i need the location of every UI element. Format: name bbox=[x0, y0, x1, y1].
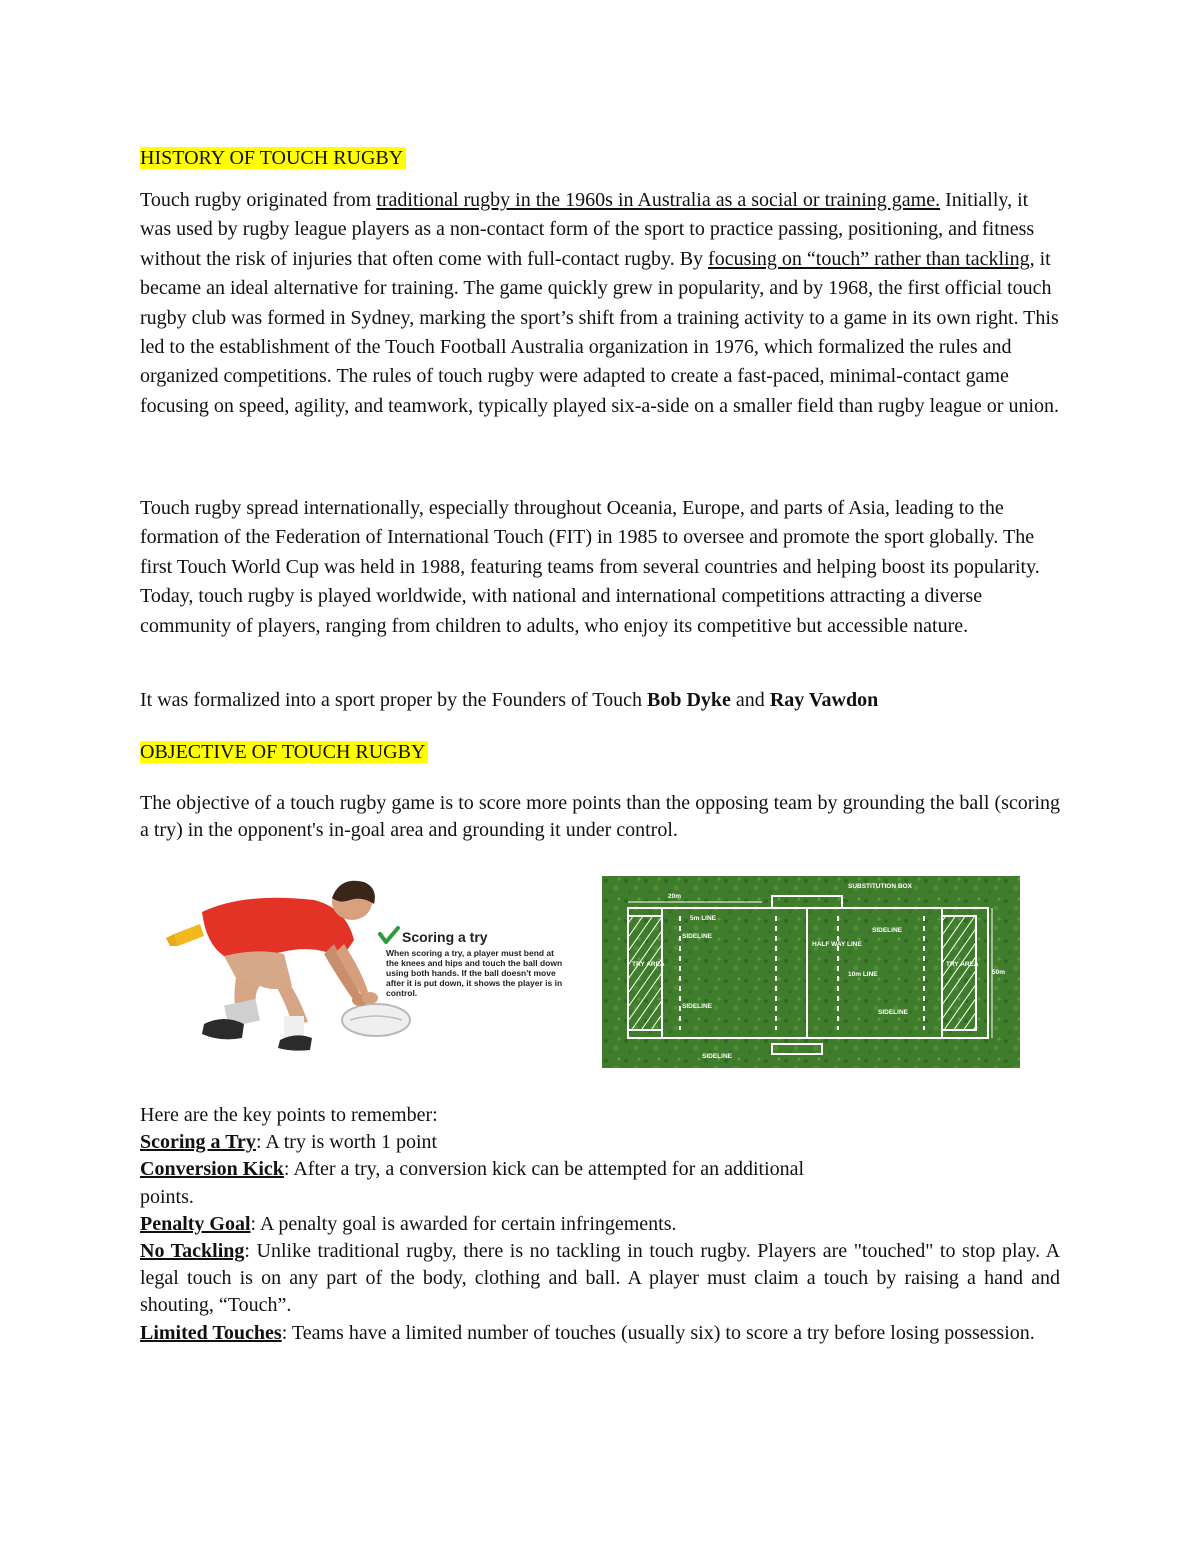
founder-name-2: Ray Vawdon bbox=[769, 689, 879, 711]
label-sideline-top-left: SIDELINE bbox=[682, 933, 712, 940]
key-points-intro: Here are the key points to remember: bbox=[140, 1104, 438, 1126]
history-paragraph-1: Touch rugby originated from traditional rugby in the 1960s in Australia as a social or training game. Initially, it was used by rugby league players as a non-contact form of the sport to practice passing, positioning, and fitness without the risk of injuries that often come with full-contact rugby. By focusing on “touch” rather than tackling, it became an ideal alternative for training. The game quickly grew in popularity, and by 1968, the first official touch rugby club was formed in Sydney, marking the sport’s shift from a training activity to a game in its own right. This led to the establishment of the Touch Football Australia organization in 1976, which formalized the rules and organized competitions. The rules of touch rugby were adapted to create a fast-paced, minimal-contact game focusing on speed, agility, and teamwork, typically played six-a-side on a smaller field than rugby league or union. bbox=[140, 189, 1060, 417]
label-5m-line: 5m LINE bbox=[690, 915, 717, 922]
history-heading-text: HISTORY OF TOUCH RUGBY bbox=[140, 147, 406, 169]
scoring-try-figure bbox=[164, 874, 564, 1064]
objective-heading bbox=[140, 740, 428, 764]
key-point-penalty-goal: Penalty Goal: A penalty goal is awarded for certain infringements. bbox=[140, 1212, 677, 1235]
field-diagram bbox=[602, 876, 1020, 1068]
label-sideline-bottom: SIDELINE bbox=[702, 1053, 732, 1060]
key-point-no-tackling: No Tackling: Unlike traditional rugby, there is no tackling in touch rugby. Players are "touched" to stop play. A legal touch is on any part of the body, clothing and ball. A player must claim a touch by raising a hand and shouting, “Touch”. bbox=[140, 1240, 1061, 1317]
scoring-try-caption: When scoring a try, a player must bend at the knees and hips and touch the ball down using both hands. If the ball doesn't move after it is put down, it shows the player is in control. bbox=[386, 948, 563, 998]
label-sideline-top-right: SIDELINE bbox=[872, 927, 902, 934]
history-paragraph-2: Touch rugby spread internationally, especially throughout Oceania, Europe, and parts of Asia, leading to the formation of the Federation of International Touch (FIT) in 1985 to oversee and promote the sport globally. The first Touch World Cup was held in 1988, featuring teams from several countries and helping boost its popularity. Today, touch rugby is played worldwide, with national and international competitions attracting a diverse community of players, ranging from children to adults, who enjoy its competitive but accessible nature. bbox=[140, 497, 1040, 637]
label-sideline-bottom-left: SIDELINE bbox=[682, 1003, 712, 1010]
history-paragraph-founders: It was formalized into a sport proper by the Founders of Touch Bob Dyke and Ray Vawdon bbox=[140, 689, 879, 711]
key-points bbox=[140, 1102, 1060, 1347]
key-point-scoring-try: Scoring a Try: A try is worth 1 point bbox=[140, 1131, 438, 1154]
check-icon bbox=[380, 928, 398, 942]
history-heading bbox=[140, 146, 406, 170]
label-try-area-right: TRY AREA bbox=[946, 961, 979, 968]
objective-paragraph: The objective of a touch rugby game is to score more points than the opposing team by grounding the ball (scoring a try) in the opponent's in-goal area and grounding it under control. bbox=[140, 792, 1060, 841]
label-try-area-left: TRY AREA bbox=[632, 961, 665, 968]
label-10m-line: 10m LINE bbox=[848, 971, 878, 978]
scoring-try-title: Scoring a try bbox=[402, 929, 488, 945]
field-diagram-figure bbox=[602, 876, 1020, 1068]
label-halfway-line: HALF WAY LINE bbox=[812, 941, 862, 948]
label-20m: 20m bbox=[668, 893, 682, 900]
founder-name-1: Bob Dyke bbox=[647, 689, 731, 711]
underlined-phrase-origin: traditional rugby in the 1960s in Australia as a social or training game. bbox=[376, 189, 941, 211]
key-point-limited-touches: Limited Touches: Teams have a limited number of touches (usually six) to score a try before losing possession. bbox=[140, 1321, 1035, 1344]
key-point-conversion-kick: Conversion Kick: After a try, a conversion kick can be attempted for an additional bbox=[140, 1158, 805, 1181]
label-50m: 50m bbox=[992, 969, 1006, 976]
objective-heading-text: OBJECTIVE OF TOUCH RUGBY bbox=[140, 741, 428, 763]
label-sideline-bottom-right: SIDELINE bbox=[878, 1009, 908, 1016]
label-substitution-box: SUBSTITUTION BOX bbox=[848, 883, 912, 890]
underlined-phrase-touch: focusing on “touch” rather than tackling bbox=[708, 247, 1030, 270]
key-point-conversion-kick-cont: points. bbox=[140, 1185, 194, 1208]
